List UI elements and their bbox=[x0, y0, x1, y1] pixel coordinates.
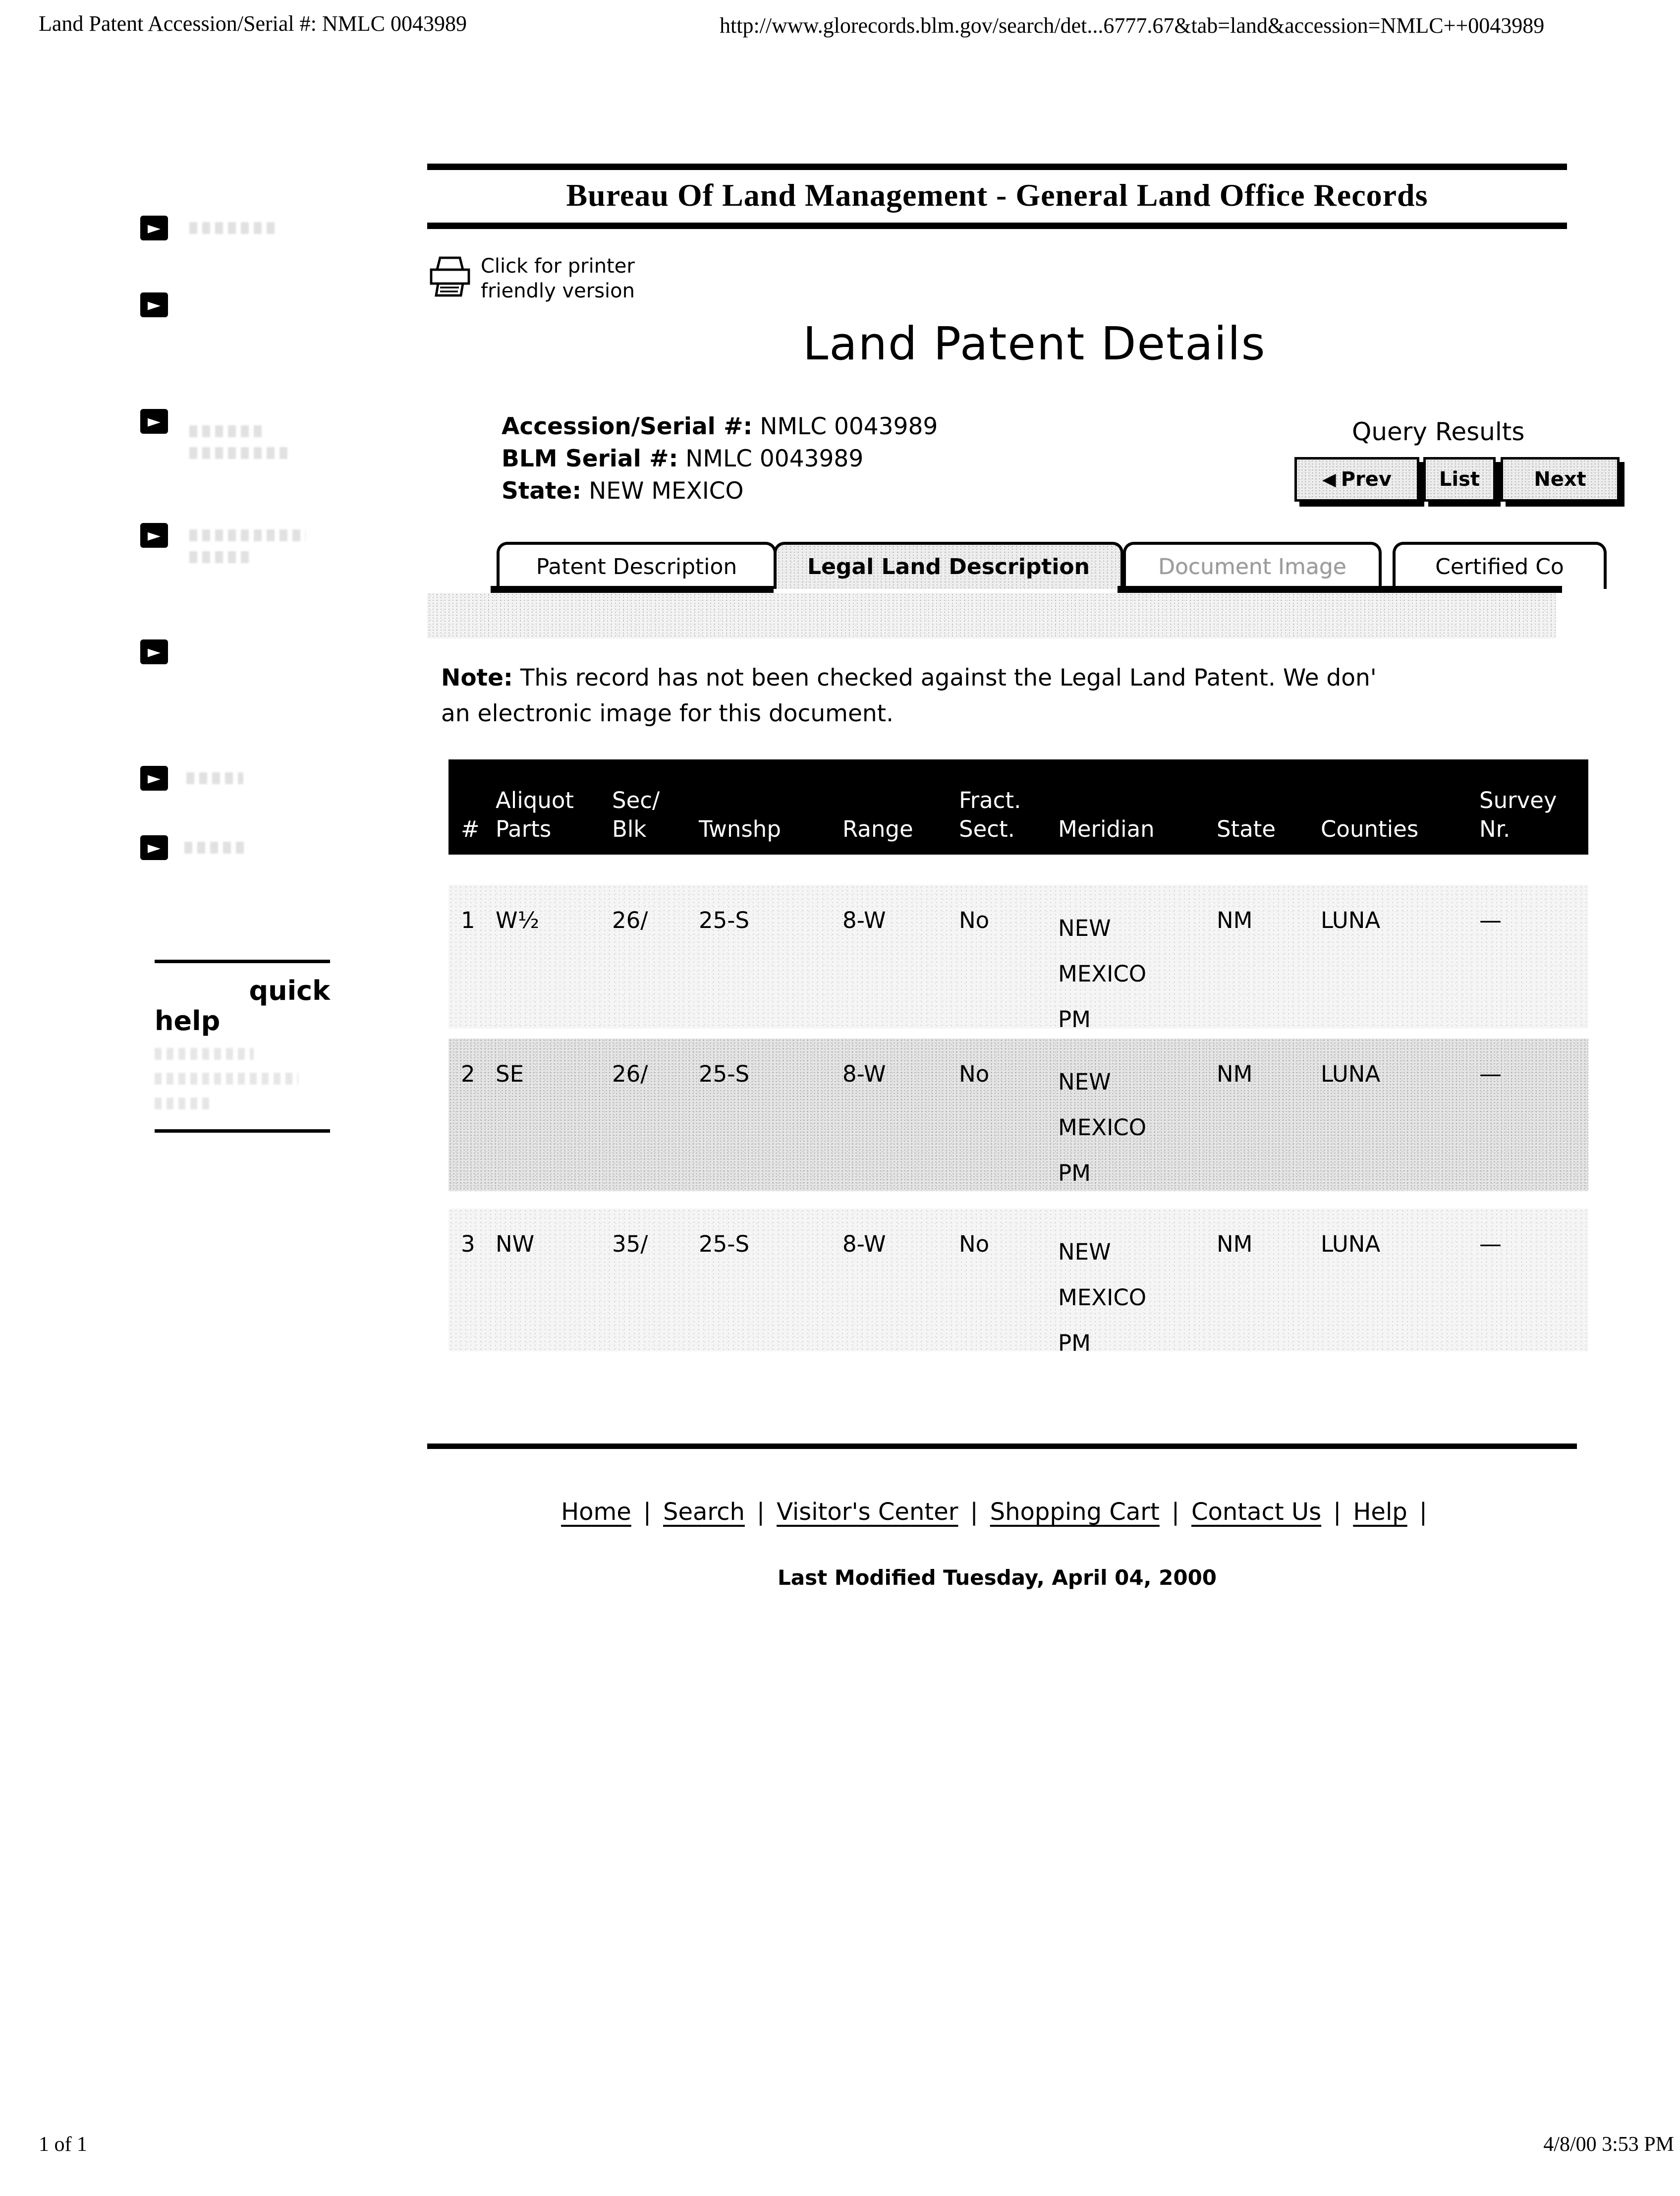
state-line bbox=[502, 475, 938, 507]
tab-bar bbox=[427, 542, 1562, 595]
list-button[interactable] bbox=[1423, 457, 1496, 502]
tab-baseline bbox=[491, 586, 774, 593]
footer-nav: Home | Search | Visitor's Center | Shopping Cart | Contact Us | Help | bbox=[561, 1498, 1427, 1526]
blm-serial-line bbox=[502, 443, 938, 475]
tab-legal-land-description[interactable]: Legal Land Description bbox=[774, 542, 1123, 589]
blm-serial-label: BLM Serial #: bbox=[502, 445, 678, 472]
tab-document-image: Document Image bbox=[1123, 542, 1382, 589]
arrow-right-icon: ► bbox=[147, 525, 161, 545]
tab-patent-description[interactable]: Patent Description bbox=[497, 542, 777, 589]
print-header-url: http://www.glorecords.blm.gov/search/det...6777.67&tab=land&accession=NMLC++0043989 bbox=[720, 13, 1545, 38]
site-title: Bureau Of Land Management - General Land Office Records bbox=[566, 177, 1428, 213]
arrow-right-icon: ► bbox=[147, 642, 161, 662]
print-footer-timestamp: 4/8/00 3:53 PM bbox=[1543, 2133, 1674, 2156]
print-header-title: Land Patent Accession/Serial #: NMLC 0043989 bbox=[39, 11, 467, 36]
accession-label: Accession/Serial #: bbox=[502, 413, 753, 440]
footer-link-home[interactable]: Home bbox=[561, 1498, 631, 1526]
state-value: NEW MEXICO bbox=[589, 477, 744, 505]
footer-link-help[interactable]: Help bbox=[1353, 1498, 1407, 1526]
prev-button[interactable] bbox=[1294, 457, 1419, 502]
table-row: 1 W½ 26/ 25-S 8-W No NEW MEXICO PM NM LUNA — bbox=[448, 885, 1588, 1029]
list-button-label: List bbox=[1439, 468, 1480, 491]
arrow-right-icon: ► bbox=[147, 768, 161, 788]
note-text: Note: This record has not been checked against the Legal Land Patent. We don' an electronic image for this document. bbox=[441, 664, 1377, 727]
next-button[interactable] bbox=[1501, 457, 1620, 502]
printer-icon bbox=[427, 254, 473, 298]
quick-help-word1: quick bbox=[249, 975, 330, 1006]
footer-link-search[interactable]: Search bbox=[663, 1498, 745, 1526]
blm-serial-value: NMLC 0043989 bbox=[685, 445, 864, 472]
site-banner bbox=[427, 164, 1567, 229]
accession-line bbox=[502, 410, 938, 443]
query-results-label: Query Results bbox=[1352, 417, 1525, 446]
arrow-left-icon: ◀ bbox=[1322, 469, 1336, 490]
next-button-label: Next bbox=[1534, 468, 1586, 491]
printer-link-label: Click for printer friendly version bbox=[481, 255, 635, 302]
table-row: 2 SE 26/ 25-S 8-W No NEW MEXICO PM NM LUNA — bbox=[448, 1039, 1588, 1191]
arrow-right-icon: ► bbox=[147, 411, 161, 431]
arrow-right-icon: ► bbox=[147, 295, 161, 315]
tab-certified-copy[interactable]: Certified Co bbox=[1393, 542, 1607, 589]
footer-link-shopping-cart[interactable]: Shopping Cart bbox=[990, 1498, 1160, 1526]
footer-divider bbox=[427, 1444, 1577, 1449]
footer-link-contact-us[interactable]: Contact Us bbox=[1191, 1498, 1322, 1526]
table-row: 3 NW 35/ 25-S 8-W No NEW MEXICO PM NM LUNA — bbox=[448, 1209, 1588, 1351]
accession-value: NMLC 0043989 bbox=[760, 413, 938, 440]
print-footer-page-number: 1 of 1 bbox=[39, 2133, 87, 2156]
state-label: State: bbox=[502, 477, 582, 505]
footer-link-visitors-center[interactable]: Visitor's Center bbox=[777, 1498, 958, 1526]
table-header: # Aliquot Parts Sec/ Blk Twnshp Range Fract. Sect. Meridian State Counties Survey Nr. bbox=[448, 759, 1588, 855]
arrow-right-icon: ► bbox=[147, 838, 161, 858]
tab-baseline bbox=[1118, 586, 1562, 593]
quick-help-word2: help bbox=[155, 1005, 221, 1037]
last-modified-text: Last Modified Tuesday, April 04, 2000 bbox=[777, 1565, 1217, 1590]
note-label: Note: bbox=[441, 664, 513, 692]
page-title: Land Patent Details bbox=[803, 317, 1266, 370]
arrow-right-icon: ► bbox=[147, 218, 161, 238]
printer-friendly-link[interactable] bbox=[427, 254, 635, 303]
patent-details bbox=[502, 410, 938, 507]
tab-shading-band bbox=[427, 593, 1556, 638]
prev-button-label: Prev bbox=[1341, 468, 1392, 491]
